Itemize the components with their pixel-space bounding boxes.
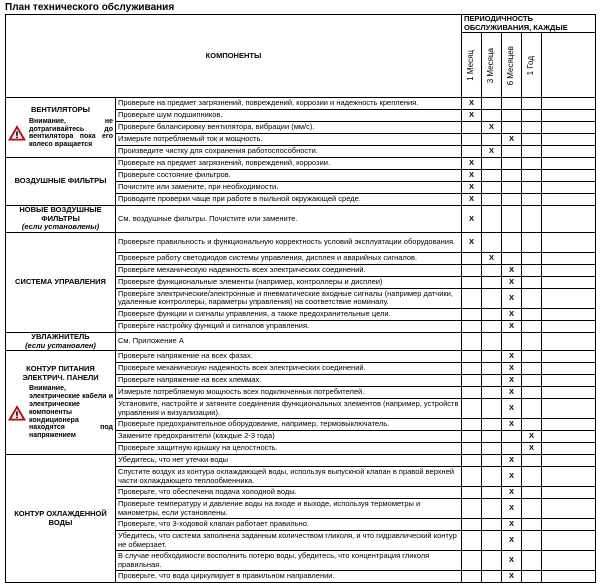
period-mark: X	[502, 519, 522, 531]
period-mark: X	[502, 375, 522, 387]
period-mark: X	[502, 276, 522, 288]
warning-box	[8, 118, 113, 149]
period-mark: X	[502, 363, 522, 375]
period-mark	[462, 467, 482, 487]
task-text: Установите, настройте и затяните соединения функциональных элементов (например, устройств управления и визуализации).	[116, 399, 462, 419]
period-mark: X	[502, 487, 522, 499]
period-mark	[482, 387, 502, 399]
task-text: Проверьте напряжение на всех фазах.	[116, 351, 462, 363]
period-mark	[522, 308, 542, 320]
period-mark: X	[502, 387, 522, 399]
period-mark	[462, 487, 482, 499]
task-text: См. воздушные фильтры. Почистите или замените.	[116, 206, 462, 233]
task-text: Проверьте, что вода циркулирует в правильном направлении.	[116, 571, 462, 583]
period-mark: X	[502, 551, 522, 571]
warning-box	[8, 385, 113, 440]
period-mark	[462, 375, 482, 387]
group-cell	[6, 332, 116, 350]
period-mark	[522, 170, 542, 182]
period-mark: X	[502, 571, 522, 583]
period-mark	[482, 531, 502, 551]
task-text: Проверьте защитную крышку на целостность.	[116, 443, 462, 455]
period-mark	[482, 288, 502, 308]
warning-text: Внимание, не дотрагивайтесь до вентилятора пока его колесо вращается	[29, 117, 113, 149]
task-text: Проводите проверки чаще при работе в пыльной окружающей среде.	[116, 194, 462, 206]
empty-cell	[542, 308, 596, 320]
task-text: Проверьте, что 3-ходовой клапан работает правильно.	[116, 519, 462, 531]
task-text: Проверьте температуру и давление воды на входе и выходе, используя термометры и манометры, если установлены.	[116, 499, 462, 519]
header-row	[6, 15, 596, 33]
period-mark	[482, 158, 502, 170]
period-mark	[502, 443, 522, 455]
period-mark	[462, 264, 482, 276]
period-mark	[522, 320, 542, 332]
task-text: Проверьте функции и сигналы управления, а также предохранительные цели.	[116, 308, 462, 320]
period-mark	[462, 531, 482, 551]
period-mark: X	[522, 431, 542, 443]
period-mark	[522, 146, 542, 158]
period-mark: X	[522, 443, 542, 455]
period-1-month: 1 Месяц	[462, 33, 482, 98]
period-mark	[502, 122, 522, 134]
periodicity-header: ПЕРИОДИЧНОСТЬ ОБСЛУЖИВАНИЯ, КАЖДЫЕ	[462, 15, 596, 33]
period-mark	[522, 158, 542, 170]
period-mark	[522, 276, 542, 288]
empty-cell	[542, 332, 596, 350]
period-mark	[502, 332, 522, 350]
period-mark	[462, 431, 482, 443]
period-1-year: 1 Год	[522, 33, 542, 98]
period-mark: X	[502, 467, 522, 487]
period-mark	[522, 264, 542, 276]
period-mark	[482, 320, 502, 332]
period-mark	[482, 419, 502, 431]
period-mark	[462, 276, 482, 288]
period-mark: X	[462, 110, 482, 122]
period-mark	[482, 519, 502, 531]
task-text: Проверьте механическую надежность всех электрических соединений.	[116, 363, 462, 375]
period-mark	[522, 206, 542, 233]
period-mark: X	[502, 419, 522, 431]
period-mark: X	[462, 158, 482, 170]
period-mark: X	[502, 308, 522, 320]
period-mark	[462, 419, 482, 431]
empty-cell	[542, 571, 596, 583]
task-text: Убедитесь, что система заполнена заданным количеством гликоля, и что гидравлический контур не обмерзает.	[116, 531, 462, 551]
period-blank	[542, 33, 596, 98]
period-mark	[462, 308, 482, 320]
group-name: НОВЫЕ ВОЗДУШНЫЕ ФИЛЬТРЫ	[19, 205, 102, 223]
period-mark	[482, 443, 502, 455]
period-mark: X	[462, 206, 482, 233]
period-mark	[502, 252, 522, 264]
period-mark	[502, 146, 522, 158]
period-mark: X	[502, 320, 522, 332]
components-header: КОМПОНЕНТЫ	[6, 15, 462, 98]
period-mark	[502, 170, 522, 182]
task-text: Проверьте функциональные элементы (например, контроллеры и дисплеи)	[116, 276, 462, 288]
task-text: Спустите воздух из контура охлаждающей воды, используя выпускной клапан в правой верхней части охлаждающего теплообменника.	[116, 467, 462, 487]
task-text: Проверьте настройку функций и сигналов управления.	[116, 320, 462, 332]
period-mark	[522, 182, 542, 194]
empty-cell	[542, 467, 596, 487]
task-text: Проверьте, что обеспечена подача холодной воды.	[116, 487, 462, 499]
period-mark	[502, 158, 522, 170]
period-mark	[522, 252, 542, 264]
period-mark: X	[502, 531, 522, 551]
period-mark	[502, 206, 522, 233]
period-mark	[482, 363, 502, 375]
task-text: Измерьте потребляемую мощность всех подключенных потребителей.	[116, 387, 462, 399]
period-mark	[482, 487, 502, 499]
group-name: СИСТЕМА УПРАВЛЕНИЯ	[15, 277, 106, 287]
period-mark	[522, 288, 542, 308]
period-mark	[502, 232, 522, 252]
period-mark: X	[462, 98, 482, 110]
period-mark	[522, 351, 542, 363]
period-mark	[462, 443, 482, 455]
period-mark	[522, 110, 542, 122]
empty-cell	[542, 419, 596, 431]
group-subtitle: (если установлены)	[21, 222, 100, 232]
table-row	[6, 351, 596, 363]
period-mark	[482, 308, 502, 320]
table-body	[6, 15, 596, 583]
task-text: Проверьте шум подшипников.	[116, 110, 462, 122]
task-text: В случае необходимости восполнить потерю воды, убедитесь, что концентрация гликоля правильная.	[116, 551, 462, 571]
period-mark	[522, 499, 542, 519]
period-mark	[462, 332, 482, 350]
group-name: ВОЗДУШНЫЕ ФИЛЬТРЫ	[14, 176, 107, 186]
period-mark	[502, 194, 522, 206]
empty-cell	[542, 487, 596, 499]
period-mark	[482, 182, 502, 194]
empty-cell	[542, 134, 596, 146]
period-mark	[522, 487, 542, 499]
empty-cell	[542, 276, 596, 288]
empty-cell	[542, 252, 596, 264]
period-mark: X	[462, 182, 482, 194]
empty-cell	[542, 387, 596, 399]
period-mark: X	[482, 122, 502, 134]
period-mark	[522, 122, 542, 134]
period-mark: X	[502, 264, 522, 276]
period-mark: X	[462, 194, 482, 206]
period-mark	[462, 387, 482, 399]
task-text: Проверьте электрические/электронные и пневматические входные сигналы (например датчики, удаленные контроллеры, параметры управления) на соответствие номиналу.	[116, 288, 462, 308]
period-3-months: 3 Месяца	[482, 33, 502, 98]
period-mark	[482, 332, 502, 350]
empty-cell	[542, 551, 596, 571]
task-text: Проверьте предохранительное оборудование, например, термовыключатель.	[116, 419, 462, 431]
period-mark	[482, 276, 502, 288]
period-mark	[462, 399, 482, 419]
period-6-months: 6 Месяцев	[502, 33, 522, 98]
task-text: Проверьте на предмет загрязнений, повреждений, коррозии.	[116, 158, 462, 170]
period-mark	[462, 146, 482, 158]
task-text: Проверьте балансировку вентилятора, вибрации (мм/с).	[116, 122, 462, 134]
empty-cell	[542, 320, 596, 332]
empty-cell	[542, 443, 596, 455]
period-mark	[522, 531, 542, 551]
group-cell	[6, 351, 116, 455]
period-mark: X	[502, 134, 522, 146]
period-mark	[482, 232, 502, 252]
group-name: ВЕНТИЛЯТОРЫ	[30, 105, 91, 115]
period-mark	[462, 122, 482, 134]
page-title: План технического обслуживания	[5, 2, 175, 13]
warning-text: Внимание, электрические кабели и электрические компоненты кондиционера находятся под напряжением	[29, 385, 113, 440]
task-text: Убедитесь, что нет утечки воды	[116, 455, 462, 467]
empty-cell	[542, 363, 596, 375]
period-mark	[482, 206, 502, 233]
period-mark	[462, 252, 482, 264]
empty-cell	[542, 399, 596, 419]
period-mark: X	[462, 232, 482, 252]
empty-cell	[542, 194, 596, 206]
period-mark	[482, 499, 502, 519]
period-mark	[522, 375, 542, 387]
period-mark	[522, 399, 542, 419]
period-mark	[482, 134, 502, 146]
period-mark	[522, 455, 542, 467]
period-mark	[482, 264, 502, 276]
period-mark	[462, 363, 482, 375]
group-cell	[6, 232, 116, 332]
empty-cell	[542, 146, 596, 158]
period-mark	[462, 134, 482, 146]
period-mark	[462, 351, 482, 363]
empty-cell	[542, 531, 596, 551]
table-row	[6, 158, 596, 170]
period-mark	[522, 571, 542, 583]
group-name: УВЛАЖНИТЕЛЬ	[31, 332, 90, 341]
empty-cell	[542, 182, 596, 194]
empty-cell	[542, 206, 596, 233]
group-subtitle: (если установлен)	[25, 340, 96, 350]
empty-cell	[542, 158, 596, 170]
task-text: Проверьте напряжение на всех клеммах.	[116, 375, 462, 387]
empty-cell	[542, 122, 596, 134]
period-mark	[462, 571, 482, 583]
period-mark	[462, 551, 482, 571]
period-mark: X	[502, 351, 522, 363]
task-text: См. Приложение А	[116, 332, 462, 350]
period-mark	[502, 98, 522, 110]
period-mark: X	[502, 499, 522, 519]
period-mark: X	[482, 146, 502, 158]
empty-cell	[542, 98, 596, 110]
empty-cell	[542, 170, 596, 182]
period-mark	[482, 467, 502, 487]
period-mark	[482, 399, 502, 419]
period-mark: X	[502, 399, 522, 419]
warning-triangle-icon	[8, 125, 26, 141]
group-cell	[6, 206, 116, 233]
group-cell	[6, 158, 116, 206]
period-mark	[482, 194, 502, 206]
period-mark	[482, 170, 502, 182]
task-text: Проверьте состояние фильтров.	[116, 170, 462, 182]
warning-triangle-icon	[8, 405, 26, 421]
period-mark	[462, 519, 482, 531]
empty-cell	[542, 351, 596, 363]
empty-cell	[542, 455, 596, 467]
period-mark	[522, 194, 542, 206]
empty-cell	[542, 499, 596, 519]
period-mark	[482, 431, 502, 443]
table-row	[6, 332, 596, 350]
period-mark: X	[502, 288, 522, 308]
period-mark	[482, 551, 502, 571]
period-mark: X	[462, 170, 482, 182]
table-row	[6, 206, 596, 233]
group-name: КОНТУР ОХЛАЖДЕННОЙ ВОДЫ	[14, 509, 107, 527]
period-mark	[522, 387, 542, 399]
period-mark	[482, 351, 502, 363]
table-row	[6, 455, 596, 467]
period-mark: X	[502, 455, 522, 467]
period-mark	[522, 134, 542, 146]
period-mark	[522, 332, 542, 350]
empty-cell	[542, 232, 596, 252]
task-text: Замените предохранители (каждые 2-3 года)	[116, 431, 462, 443]
empty-cell	[542, 110, 596, 122]
period-mark	[522, 98, 542, 110]
period-mark	[502, 182, 522, 194]
table-row	[6, 98, 596, 110]
group-cell	[6, 455, 116, 583]
period-mark	[502, 110, 522, 122]
task-text: Проверьте правильность и функциональную корректность условий эксплуатации оборудования.	[116, 232, 462, 252]
period-mark	[522, 551, 542, 571]
period-mark	[522, 363, 542, 375]
period-mark	[482, 455, 502, 467]
empty-cell	[542, 288, 596, 308]
period-mark	[462, 499, 482, 519]
empty-cell	[542, 375, 596, 387]
period-mark	[522, 419, 542, 431]
empty-cell	[542, 431, 596, 443]
group-name: КОНТУР ПИТАНИЯ ЭЛЕКТРИЧ. ПАНЕЛИ	[22, 364, 99, 382]
task-text: Почистите или замените, при необходимости.	[116, 182, 462, 194]
task-text: Проверьте механическую надежность всех электрических соединений.	[116, 264, 462, 276]
task-text: Проверьте работу светодиодов системы управления, дисплея и аварийных сигналов.	[116, 252, 462, 264]
period-mark	[462, 320, 482, 332]
empty-cell	[542, 519, 596, 531]
period-mark	[522, 467, 542, 487]
period-mark	[482, 571, 502, 583]
task-text: Проверьте на предмет загрязнений, повреждений, коррозии и надежность крепления.	[116, 98, 462, 110]
period-mark	[502, 431, 522, 443]
table-row	[6, 232, 596, 252]
period-mark	[522, 519, 542, 531]
task-text: Измерьте потребляемый ток и мощность.	[116, 134, 462, 146]
period-mark	[462, 288, 482, 308]
group-cell	[6, 98, 116, 158]
period-mark	[482, 110, 502, 122]
task-text: Произведите чистку для сохранения работоспособности.	[116, 146, 462, 158]
maintenance-table	[5, 14, 596, 583]
period-mark	[482, 375, 502, 387]
period-mark	[462, 455, 482, 467]
period-mark	[522, 232, 542, 252]
period-mark: X	[482, 252, 502, 264]
period-mark	[482, 98, 502, 110]
empty-cell	[542, 264, 596, 276]
